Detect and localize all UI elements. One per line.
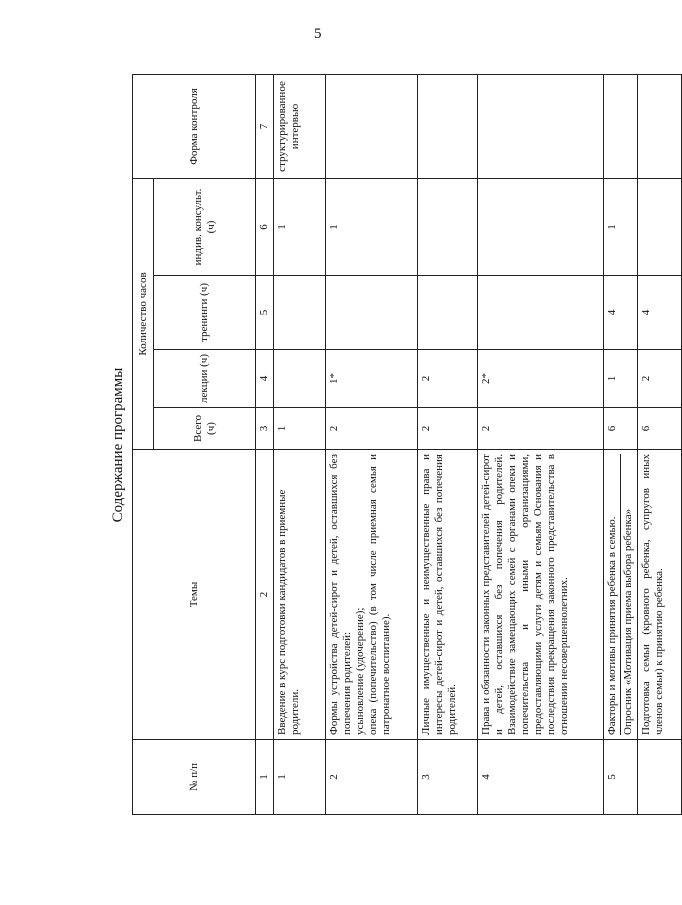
row-trainings xyxy=(326,276,418,350)
document-title: Содержание программы xyxy=(110,367,126,523)
row-topic: Права и обязанности законных представителей детей-сирот и детей, оставшихся без попечения родителей. Взаимодействие замещающих семей с органами опеки и попечительства и иными организациями, предоставляющими услуги детям и семьям Основания и последствия прекращения законного представительства в отношении несовершеннолетних. xyxy=(478,450,604,740)
row-control xyxy=(478,74,604,178)
row-num: 1 xyxy=(274,740,326,815)
column-number: 1 xyxy=(256,740,274,815)
column-number: 7 xyxy=(256,74,274,178)
header-num: № п/п xyxy=(133,740,256,815)
row-total: 6 xyxy=(638,408,682,450)
row-control xyxy=(638,74,682,178)
row-num: 2 xyxy=(326,740,418,815)
row-control xyxy=(326,74,418,178)
table-row xyxy=(326,74,418,814)
row-total: 6 xyxy=(604,408,638,450)
row-control xyxy=(604,74,638,178)
row-topic xyxy=(326,450,418,740)
row-individual xyxy=(638,178,682,275)
row-trainings: 4 xyxy=(638,276,682,350)
header-total: Всего (ч) xyxy=(154,408,256,450)
row-topic-line: Опросник «Мотивация приема выбора ребенка» xyxy=(622,508,634,735)
row-trainings xyxy=(478,276,604,350)
row-individual: 1 xyxy=(604,178,638,275)
row-lectures: 2 xyxy=(418,350,478,408)
row-control: структурированное интервью xyxy=(274,74,326,178)
column-number: 2 xyxy=(256,450,274,740)
header-control: Форма контроля xyxy=(133,74,256,178)
row-trainings: 4 xyxy=(604,276,638,350)
row-lectures xyxy=(274,350,326,408)
row-topic: Личные имущественные и неимущественные права и интересы детей-сирот и детей, оставшихся без попечения родителей. xyxy=(418,450,478,740)
column-number-row xyxy=(256,74,274,814)
row-lectures: 2* xyxy=(478,350,604,408)
column-number: 5 xyxy=(256,276,274,350)
column-number: 3 xyxy=(256,408,274,450)
table-row xyxy=(274,74,326,814)
header-topics: Темы xyxy=(133,450,256,740)
row-topic-line: усыновление (удочерение); xyxy=(354,607,366,735)
row-total: 2 xyxy=(478,408,604,450)
row-lectures: 1* xyxy=(326,350,418,408)
page-number: 5 xyxy=(314,26,322,42)
row-num: 4 xyxy=(478,740,604,815)
column-number: 4 xyxy=(256,350,274,408)
row-total: 2 xyxy=(326,408,418,450)
row-individual xyxy=(418,178,478,275)
row-individual: 1 xyxy=(274,178,326,275)
column-number: 6 xyxy=(256,178,274,275)
row-num: 3 xyxy=(418,740,478,815)
row-lectures: 2 xyxy=(638,350,682,408)
row-trainings xyxy=(418,276,478,350)
row-topic: Введение в курс подготовки кандидатов в приемные родители. xyxy=(274,450,326,740)
row-topic xyxy=(604,450,638,740)
table-row xyxy=(478,74,604,814)
row-individual: 1 xyxy=(326,178,418,275)
header-individual: индив. консульт. (ч) xyxy=(154,178,256,275)
header-row xyxy=(133,74,154,814)
row-topic-line: Факторы и мотивы принятия ребенка в семью. xyxy=(606,454,621,735)
header-hours-group: Количество часов xyxy=(133,178,154,449)
header-trainings: тренинги (ч) xyxy=(154,276,256,350)
row-num: 5 xyxy=(604,740,638,815)
header-lectures: лекции (ч) xyxy=(154,350,256,408)
row-topic-line: Формы устройства детей-сирот и детей, оставшихся без попечения родителей: xyxy=(328,454,353,735)
row-lectures: 1 xyxy=(604,350,638,408)
row-trainings xyxy=(274,276,326,350)
table-row xyxy=(418,74,478,814)
row-topic-line: опека (попечительство) (в том числе приемная семья и патронатное воспитание). xyxy=(367,454,392,735)
table-row xyxy=(638,74,682,814)
row-num xyxy=(638,740,682,815)
program-table xyxy=(132,74,682,815)
row-topic: Подготовка семьи (кровного ребенка, супругов иных членов семьи) к принятию ребенка. xyxy=(638,450,682,740)
row-control xyxy=(418,74,478,178)
table-row xyxy=(604,74,638,814)
row-total: 1 xyxy=(274,408,326,450)
rotated-page-content xyxy=(108,75,665,815)
row-total: 2 xyxy=(418,408,478,450)
row-individual xyxy=(478,178,604,275)
